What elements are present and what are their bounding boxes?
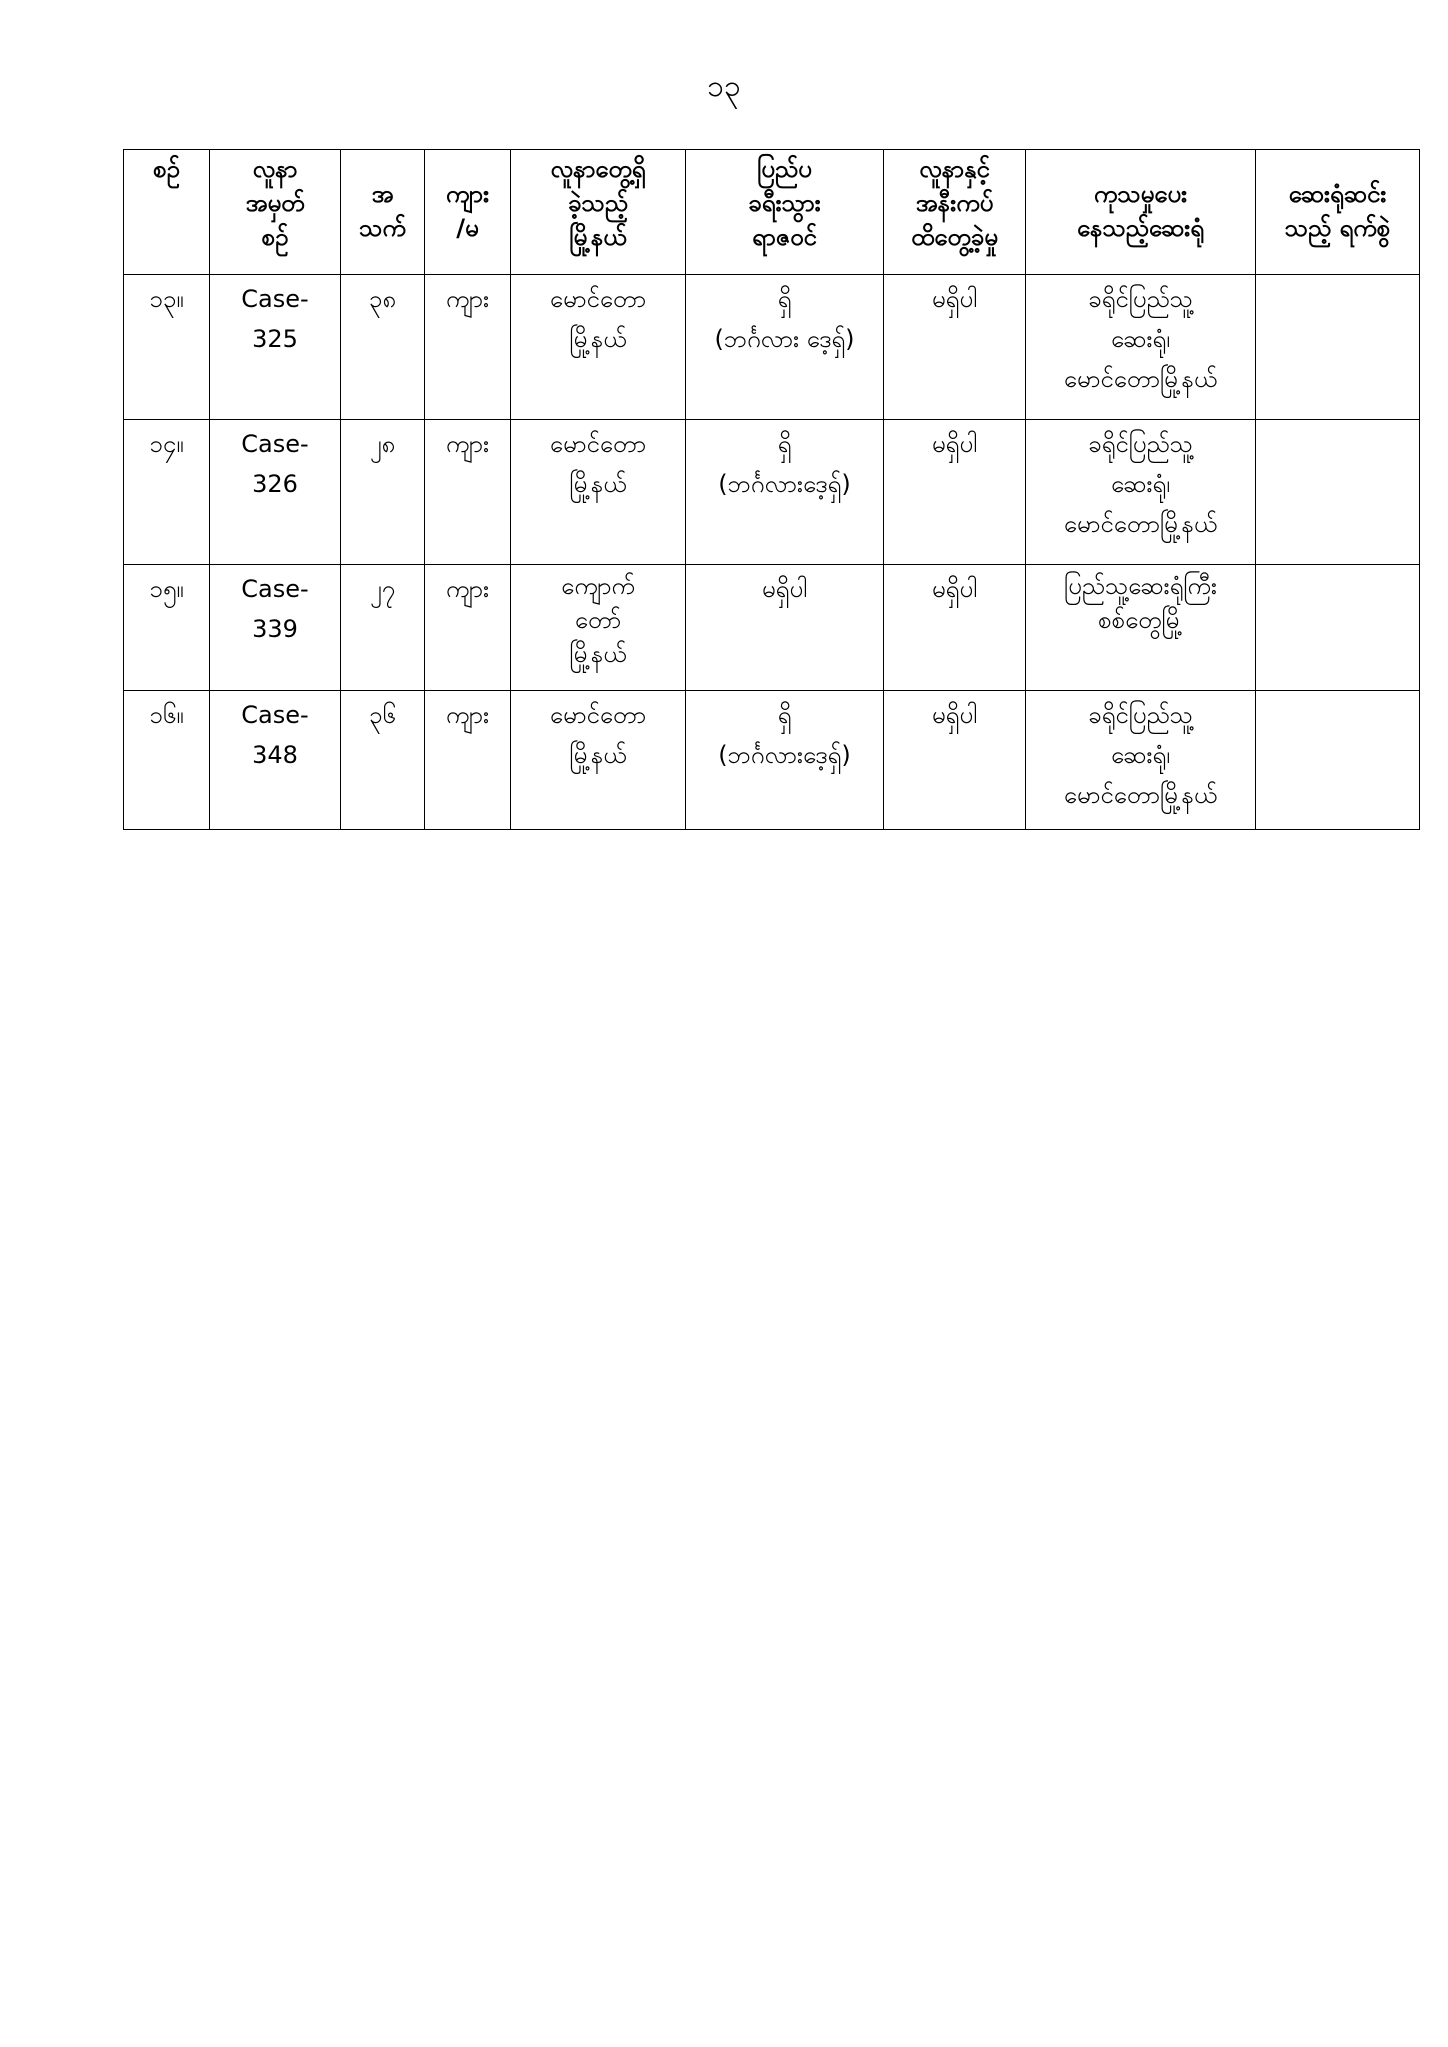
cell-travel-history: မရှိပါ	[686, 565, 884, 691]
header-row	[124, 150, 1420, 275]
cell-treating-hospital: ခရိုင်ပြည်သူ့ ဆေးရုံ၊ မောင်တောမြို့နယ်	[1026, 275, 1256, 420]
table-row	[124, 691, 1420, 830]
header-age: အ သက်	[341, 150, 425, 275]
cell-serial-no: ၁၅။	[124, 565, 210, 691]
cell-age: ၃၈	[341, 275, 425, 420]
header-serial-no: စဉ်	[124, 150, 210, 275]
cell-patient-no: Case- 339	[210, 565, 341, 691]
header-township: လူနာတွေ့ရှိ ခဲ့သည့် မြို့နယ်	[511, 150, 686, 275]
cell-township: မောင်တော မြို့နယ်	[511, 691, 686, 830]
table-row	[124, 565, 1420, 691]
cell-serial-no: ၁၃။	[124, 275, 210, 420]
cell-close-contact: မရှိပါ	[884, 420, 1026, 565]
patient-table	[123, 149, 1420, 830]
cell-sex: ကျား	[425, 275, 511, 420]
cell-close-contact: မရှိပါ	[884, 565, 1026, 691]
cell-treating-hospital: ပြည်သူ့ဆေးရုံကြီး စစ်တွေမြို့	[1026, 565, 1256, 691]
cell-treating-hospital: ခရိုင်ပြည်သူ့ ဆေးရုံ၊ မောင်တောမြို့နယ်	[1026, 420, 1256, 565]
cell-close-contact: မရှိပါ	[884, 275, 1026, 420]
cell-serial-no: ၁၄။	[124, 420, 210, 565]
cell-age: ၃၆	[341, 691, 425, 830]
header-discharge-date: ဆေးရုံဆင်း သည့် ရက်စွဲ	[1256, 150, 1420, 275]
cell-close-contact: မရှိပါ	[884, 691, 1026, 830]
table-row	[124, 420, 1420, 565]
cell-discharge-date	[1256, 691, 1420, 830]
cell-discharge-date	[1256, 420, 1420, 565]
cell-sex: ကျား	[425, 691, 511, 830]
cell-sex: ကျား	[425, 565, 511, 691]
cell-township: ကျောက် တော် မြို့နယ်	[511, 565, 686, 691]
cell-township: မောင်တော မြို့နယ်	[511, 275, 686, 420]
cell-serial-no: ၁၆။	[124, 691, 210, 830]
header-treating-hospital: ကုသမှုပေး နေသည့်ဆေးရုံ	[1026, 150, 1256, 275]
cell-discharge-date	[1256, 275, 1420, 420]
cell-sex: ကျား	[425, 420, 511, 565]
header-travel-history: ပြည်ပ ခရီးသွား ရာဇဝင်	[686, 150, 884, 275]
table-row	[124, 275, 1420, 420]
cell-travel-history: ရှိ (ဘင်္ဂလားဒေ့ရှ်)	[686, 420, 884, 565]
page-number: ၁၃	[707, 69, 741, 104]
cell-township: မောင်တော မြို့နယ်	[511, 420, 686, 565]
header-sex: ကျား /မ	[425, 150, 511, 275]
cell-travel-history: ရှိ (ဘင်္ဂလားဒေ့ရှ်)	[686, 691, 884, 830]
cell-treating-hospital: ခရိုင်ပြည်သူ့ ဆေးရုံ၊ မောင်တောမြို့နယ်	[1026, 691, 1256, 830]
cell-patient-no: Case- 326	[210, 420, 341, 565]
cell-age: ၂၇	[341, 565, 425, 691]
header-patient-no: လူနာ အမှတ် စဉ်	[210, 150, 341, 275]
cell-patient-no: Case- 348	[210, 691, 341, 830]
cell-patient-no: Case- 325	[210, 275, 341, 420]
cell-age: ၂၈	[341, 420, 425, 565]
cell-discharge-date	[1256, 565, 1420, 691]
cell-travel-history: ရှိ (ဘင်္ဂလား ဒေ့ရှ်)	[686, 275, 884, 420]
header-close-contact: လူနာနှင့် အနီးကပ် ထိတွေ့ခဲ့မှု	[884, 150, 1026, 275]
